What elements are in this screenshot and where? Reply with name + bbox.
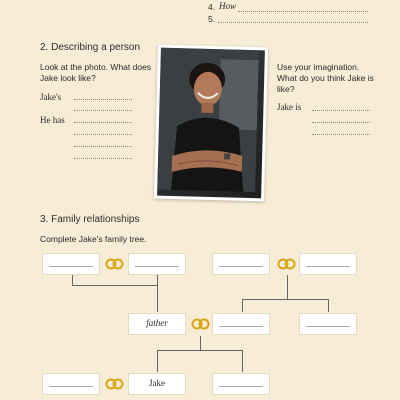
jake-box[interactable] [128,373,186,395]
jakes-label: Jake's [40,92,62,102]
spouse-box[interactable] [42,373,100,395]
he-has-answer-line-3[interactable] [74,146,132,147]
jake-label: Jake [149,378,165,388]
jake-photo [154,45,268,202]
mother-box[interactable] [212,313,270,335]
tree-connector [72,285,158,286]
person-illustration [157,48,259,193]
grandparent-box-4[interactable] [299,253,357,275]
jake-is-label: Jake is [277,102,302,112]
aunt-uncle-box[interactable] [299,313,357,335]
father-box[interactable] [128,313,186,335]
wedding-rings-icon [276,258,298,270]
list-item-5-number: 5. [208,14,216,24]
he-has-answer-line-4[interactable] [74,158,132,159]
tree-connector [328,299,329,312]
tree-connector [72,275,73,285]
answer-line-4[interactable] [238,11,368,12]
wedding-rings-icon [190,318,212,330]
tree-connector [157,350,158,372]
tree-connector [157,275,158,285]
tree-instruction: Complete Jake's family tree. [40,234,147,244]
he-has-answer-line-2[interactable] [74,134,132,135]
wedding-rings-icon [104,378,126,390]
jake-is-answer-line-3[interactable] [312,134,370,135]
jake-is-answer-line-1[interactable] [312,110,370,111]
tree-connector [157,350,243,351]
sibling-box[interactable] [212,373,270,395]
tree-connector [242,299,328,300]
wedding-rings-icon [104,258,126,270]
jakes-answer-line-1[interactable] [74,99,132,100]
he-has-label: He has [40,115,65,125]
right-prompt: Use your imagination. What do you think Jake is like? [277,62,374,94]
grandparent-box-2[interactable] [128,253,186,275]
he-has-answer-line-1[interactable] [74,122,132,123]
father-label: father [146,318,168,328]
section-3-title: 3. Family relationships [40,214,140,225]
tree-connector [242,299,243,312]
answer-line-5[interactable] [218,22,368,23]
list-item-4-number: 4. [208,2,216,12]
grandparent-box-3[interactable] [212,253,270,275]
tree-connector [157,285,158,312]
grandparent-box-1[interactable] [42,253,100,275]
tree-connector [287,275,288,299]
tree-connector [242,350,243,372]
tree-connector [200,336,201,350]
section-2-title: 2. Describing a person [40,42,141,53]
left-prompt: Look at the photo. What does Jake look like? [40,62,152,83]
jakes-answer-line-2[interactable] [74,110,132,111]
jake-is-answer-line-2[interactable] [312,122,370,123]
list-item-4-value: How [219,1,237,11]
